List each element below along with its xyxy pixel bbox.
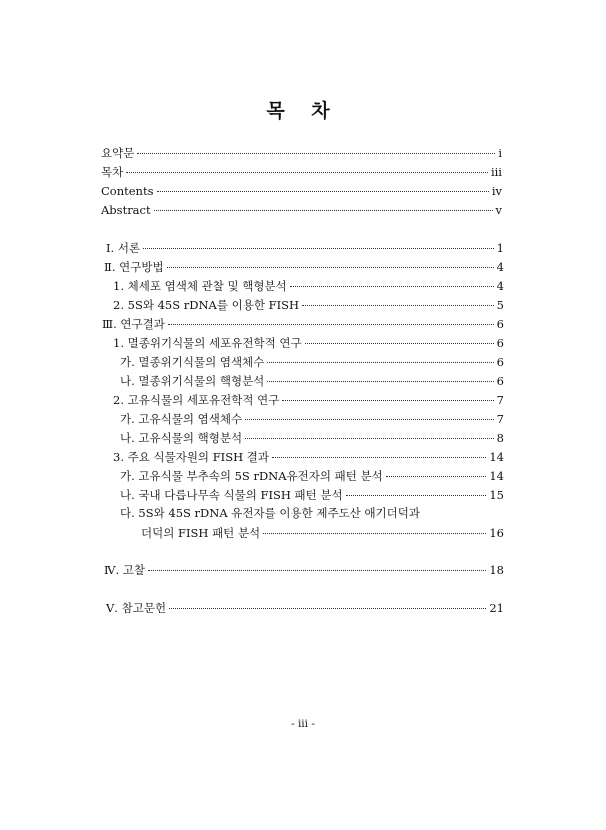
toc-entry-label: 2. 고유식물의 세포유전학적 연구 [113, 393, 280, 407]
toc-entry[interactable] [113, 298, 504, 312]
dot-leader [154, 209, 493, 211]
dot-leader [137, 152, 495, 154]
toc-entry[interactable] [104, 260, 504, 274]
toc-entry[interactable] [106, 601, 504, 615]
toc-entry-label: Ⅴ. 참고문헌 [106, 601, 167, 615]
dot-leader [282, 399, 493, 401]
toc-entry[interactable] [120, 488, 504, 502]
toc-entry-page: iv [491, 184, 502, 198]
toc-entry[interactable] [113, 393, 504, 407]
dot-leader [148, 569, 486, 571]
toc-entry-page: v [495, 203, 502, 217]
toc-entry-label: 가. 고유식물의 염색체수 [120, 412, 243, 426]
dot-leader [346, 494, 487, 496]
dot-leader [305, 342, 494, 344]
toc-entry-label: Ⅲ. 연구결과 [102, 317, 165, 331]
dot-leader [386, 475, 487, 477]
toc-entry-label: 나. 고유식물의 핵형분석 [120, 431, 243, 445]
toc-entry[interactable] [113, 450, 504, 464]
dot-leader [267, 361, 493, 363]
page-number-footer: - iii - [291, 718, 315, 730]
toc-entry[interactable] [120, 431, 504, 445]
toc-entry-page: 16 [489, 526, 504, 540]
toc-entry-page: 4 [496, 279, 504, 293]
toc-entry-label: Ⅳ. 고찰 [104, 563, 146, 577]
toc-entry[interactable] [120, 469, 504, 483]
toc-entry-page: 4 [496, 260, 504, 274]
toc-entry-label: 1. 멸종위기식물의 세포유전학적 연구 [113, 336, 302, 350]
dot-leader [290, 285, 494, 287]
toc-entry-label: Ⅱ. 연구방법 [104, 260, 164, 274]
dot-leader [168, 323, 494, 325]
dot-leader [167, 266, 494, 268]
toc-entry[interactable] [141, 526, 504, 540]
toc-entry[interactable] [106, 241, 504, 255]
toc-entry[interactable] [120, 355, 504, 369]
toc-entry[interactable] [101, 146, 502, 160]
dot-leader [157, 190, 489, 192]
toc-entry-label: 요약문 [101, 146, 135, 160]
toc-entry-page: 6 [496, 336, 504, 350]
toc-entry-page: 1 [496, 241, 504, 255]
toc-entry-page: 5 [496, 298, 504, 312]
toc-entry-page: 18 [489, 563, 504, 577]
toc-entry-label: 더덕의 FISH 패턴 분석 [141, 526, 261, 540]
toc-entry-page: 6 [496, 355, 504, 369]
toc-entry-label: 나. 멸종위기식물의 핵형분석 [120, 374, 265, 388]
toc-entry-label: 1. 체세포 염색체 관찰 및 핵형분석 [113, 279, 287, 293]
toc-entry-page: 14 [489, 469, 504, 483]
dot-leader [267, 380, 493, 382]
toc-entry-label: Contents [101, 184, 154, 198]
toc-entry-page: 15 [489, 488, 504, 502]
toc-entry-page: i [498, 146, 502, 160]
toc-entry-label: 가. 멸종위기식물의 염색체수 [120, 355, 265, 369]
dot-leader [272, 456, 486, 458]
dot-leader [263, 532, 486, 534]
toc-entry-page: 6 [496, 317, 504, 331]
page-title: 목 차 [266, 100, 340, 122]
toc-entry[interactable] [101, 203, 502, 217]
toc-entry[interactable] [120, 412, 504, 426]
toc-entry[interactable] [113, 279, 504, 293]
toc-entry-page: 7 [496, 412, 504, 426]
dot-leader [245, 418, 494, 420]
toc-entry-label-line1[interactable]: 다. 5S와 45S rDNA 유전자를 이용한 제주도산 애기더덕과 [120, 506, 420, 520]
toc-entry-page: 14 [489, 450, 504, 464]
dot-leader [143, 247, 494, 249]
toc-entry[interactable] [104, 563, 504, 577]
toc-entry-label: 3. 주요 식물자원의 FISH 결과 [113, 450, 270, 464]
toc-entry-label: 2. 5S와 45S rDNA를 이용한 FISH [113, 298, 300, 312]
toc-entry[interactable] [113, 336, 504, 350]
toc-entry[interactable] [102, 317, 504, 331]
dot-leader [169, 607, 486, 609]
toc-entry[interactable] [101, 165, 502, 179]
toc-entry[interactable] [101, 184, 502, 198]
toc-entry-label: 가. 고유식물 부추속의 5S rDNA유전자의 패턴 분석 [120, 469, 383, 483]
toc-entry-label: Ⅰ. 서론 [106, 241, 141, 255]
toc-entry-page: 7 [496, 393, 504, 407]
toc-entry-page: 6 [496, 374, 504, 388]
toc-entry-label: Abstract [101, 203, 151, 217]
dot-leader [126, 171, 488, 173]
toc-entry-label: 나. 국내 다릅나무속 식물의 FISH 패턴 분석 [120, 488, 343, 502]
toc-entry[interactable] [120, 374, 504, 388]
dot-leader [302, 304, 494, 306]
toc-entry-label: 목차 [101, 165, 124, 179]
toc-entry-page: 21 [489, 601, 504, 615]
dot-leader [245, 437, 494, 439]
toc-entry-page: iii [490, 165, 502, 179]
toc-entry-page: 8 [496, 431, 504, 445]
